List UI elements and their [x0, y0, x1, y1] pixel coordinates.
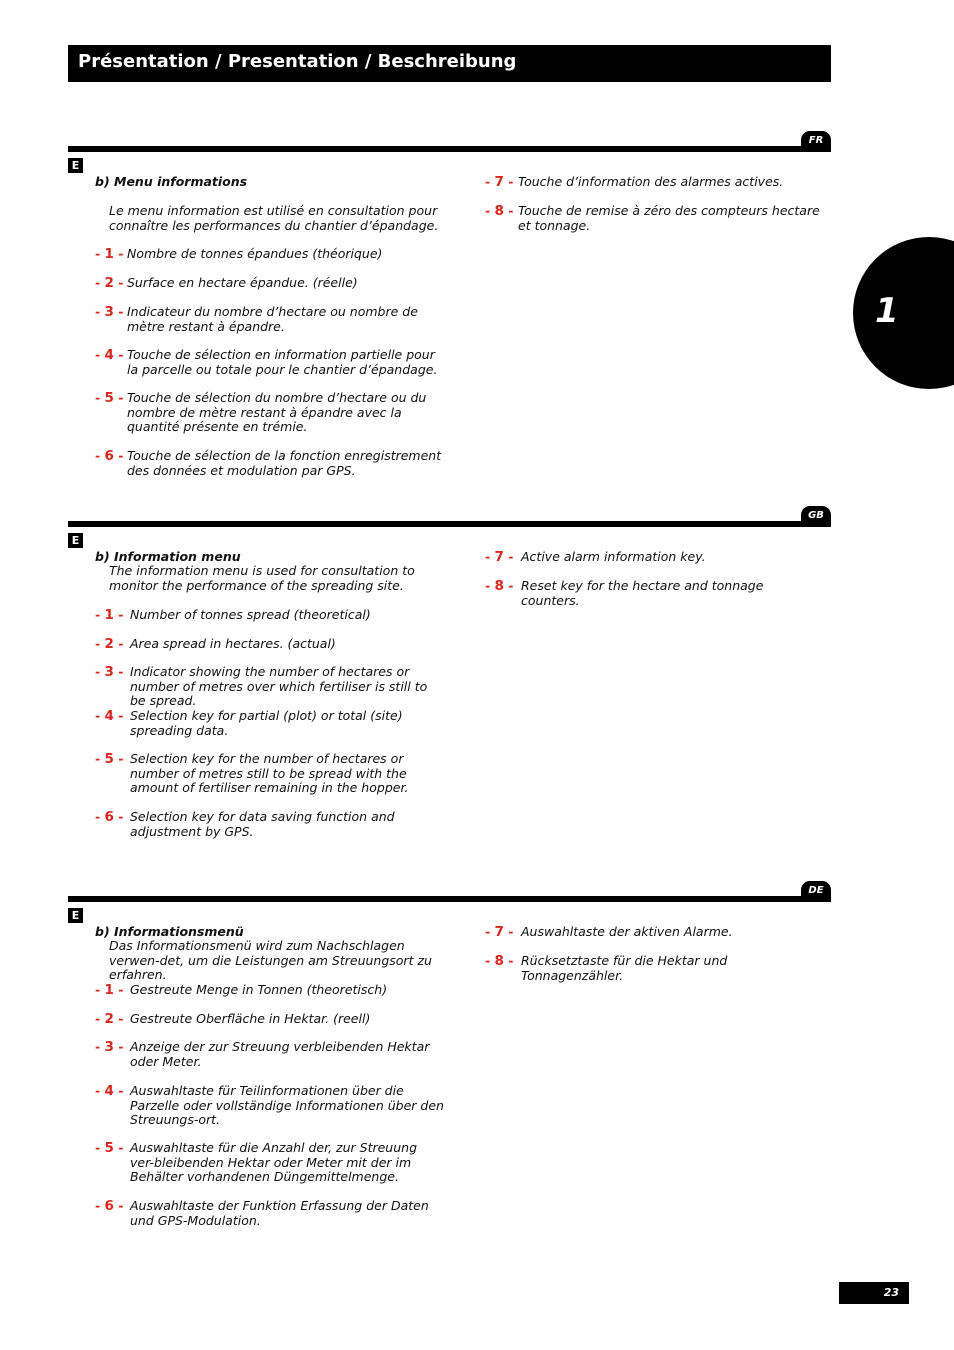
item-marker: - 7 - [485, 174, 514, 190]
item-text: Auswahltaste der aktiven Alarme. [521, 924, 733, 939]
item-text: Rücksetztaste für die Hektar und Tonnagenzähler. [521, 953, 728, 983]
item-text: Touche de sélection de la fonction enregistrement des données et modulation par GPS. [127, 448, 442, 478]
section-intro: Das Informationsmenü wird zum Nachschlagen verwen-det, um die Leistungen am Streuungsort zu erfahren. [109, 938, 432, 982]
item-text: Number of tonnes spread (theoretical) [130, 607, 371, 622]
section-divider [68, 896, 831, 902]
section-divider [68, 146, 831, 152]
page-header [68, 45, 831, 82]
item-marker: - 1 - [95, 607, 124, 623]
item-text: Selection key for partial (plot) or total (site) spreading data. [130, 708, 403, 738]
item-marker: - 8 - [485, 578, 514, 594]
item-text: Touche de remise à zéro des compteurs hectare et tonnage. [518, 203, 820, 233]
section-heading: b) Menu informations [95, 174, 248, 189]
item-text: Nombre de tonnes épandues (théorique) [127, 246, 383, 261]
item-marker: - 1 - [95, 246, 124, 262]
section-marker: E [68, 158, 83, 173]
item-text: Anzeige der zur Streuung verbleibenden Hektar oder Meter. [130, 1039, 430, 1069]
item-text: Touche d’information des alarmes actives. [518, 174, 784, 189]
item-marker: - 5 - [95, 1140, 124, 1156]
section-marker: E [68, 533, 83, 548]
item-text: Auswahltaste für Teilinformationen über die Parzelle oder vollständige Informationen über den Streuungs-ort. [130, 1083, 444, 1127]
item-marker: - 8 - [485, 953, 514, 969]
item-marker: - 7 - [485, 924, 514, 940]
item-marker: - 3 - [95, 1039, 124, 1055]
page-title: Présentation / Presentation / Beschreibung [78, 51, 517, 72]
chapter-number: 1 [875, 291, 899, 331]
item-marker: - 2 - [95, 275, 124, 291]
section-marker: E [68, 908, 83, 923]
item-text: Touche de sélection du nombre d’hectare ou du nombre de mètre restant à épandre avec la quantité présente en trémie. [127, 390, 427, 434]
item-marker: - 2 - [95, 636, 124, 652]
item-marker: - 1 - [95, 982, 124, 998]
item-marker: - 6 - [95, 809, 124, 825]
item-marker: - 4 - [95, 347, 124, 363]
item-text: Indicateur du nombre d’hectare ou nombre de mètre restant à épandre. [127, 304, 418, 334]
item-marker: - 7 - [485, 549, 514, 565]
item-marker: - 5 - [95, 751, 124, 767]
item-marker: - 2 - [95, 1011, 124, 1027]
language-badge: FR [801, 131, 831, 150]
item-marker: - 3 - [95, 304, 124, 320]
chapter-tab [853, 237, 954, 389]
item-text: Auswahltaste für die Anzahl der, zur Streuung ver-bleibenden Hektar oder Meter mit der im Behälter vorhandenen Düngemittelmenge. [130, 1140, 417, 1184]
item-text: Indicator showing the number of hectares or number of metres over which fertiliser is still to be spread. [130, 664, 428, 708]
item-marker: - 8 - [485, 203, 514, 219]
item-text: Auswahltaste der Funktion Erfassung der Daten und GPS-Modulation. [130, 1198, 429, 1228]
item-marker: - 5 - [95, 390, 124, 406]
item-text: Reset key for the hectare and tonnage counters. [521, 578, 764, 608]
section-divider [68, 521, 831, 527]
item-text: Surface en hectare épandue. (réelle) [127, 275, 358, 290]
language-badge: DE [801, 881, 831, 900]
item-text: Selection key for the number of hectares or number of metres still to be spread with the amount of fertiliser remaining in the hopper. [130, 751, 409, 795]
item-text: Touche de sélection en information partielle pour la parcelle ou totale pour le chantier d’épandage. [127, 347, 438, 377]
item-text: Selection key for data saving function and adjustment by GPS. [130, 809, 395, 839]
item-marker: - 6 - [95, 1198, 124, 1214]
item-text: Gestreute Menge in Tonnen (theoretisch) [130, 982, 388, 997]
page-number: 23 [839, 1282, 909, 1304]
language-badge: GB [801, 506, 831, 525]
section-heading: b) Information menu [95, 549, 241, 564]
item-text: Gestreute Oberfläche in Hektar. (reell) [130, 1011, 371, 1026]
section-intro: The information menu is used for consultation to monitor the performance of the spreading site. [109, 563, 415, 593]
section-heading: b) Informationsmenü [95, 924, 244, 939]
item-marker: - 4 - [95, 708, 124, 724]
item-text: Active alarm information key. [521, 549, 706, 564]
item-text: Area spread in hectares. (actual) [130, 636, 336, 651]
item-marker: - 4 - [95, 1083, 124, 1099]
item-marker: - 3 - [95, 664, 124, 680]
section-intro: Le menu information est utilisé en consultation pour connaître les performances du chantier d’épandage. [109, 203, 439, 233]
item-marker: - 6 - [95, 448, 124, 464]
